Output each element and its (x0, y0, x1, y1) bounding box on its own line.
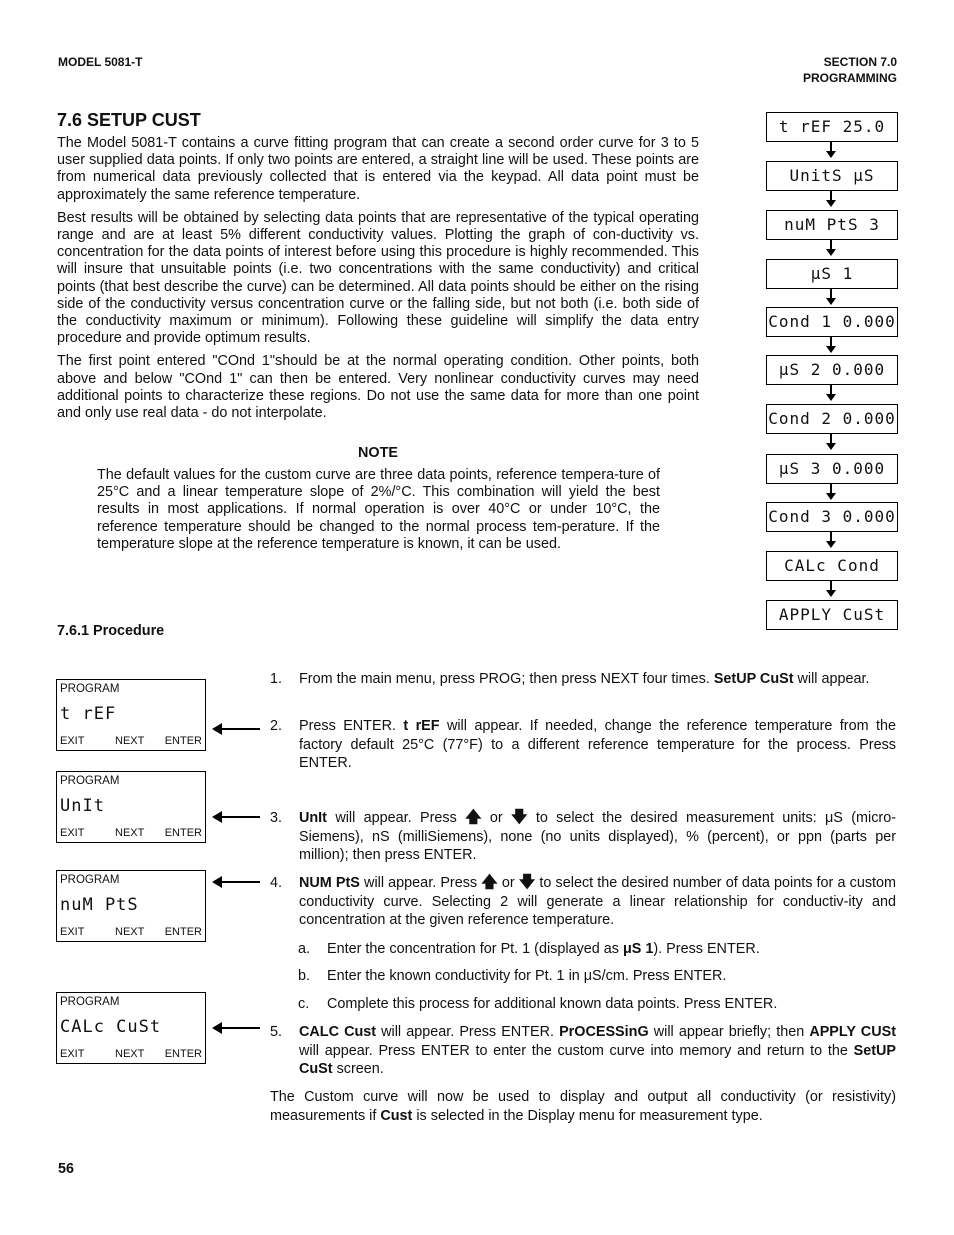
step-text: From the main menu, press PROG; then press NEXT four times. SetUP CuSt will appear. (299, 671, 870, 687)
header-model: MODEL 5081-T (58, 55, 143, 69)
step-4b (298, 967, 896, 986)
step-text: UnIt will appear. Press 🡅 or 🡇 to select the desired measurement units: μS (micro-Siemens), nS (milliSiemens), none (no units displayed), % (percent), or ppn (parts per million); then press ENTER. (299, 809, 896, 863)
down-arrow-icon: 🡇 (518, 874, 536, 891)
program-display-num-pts (56, 870, 206, 942)
up-arrow-icon: 🡅 (465, 809, 482, 826)
step-number: b. (298, 968, 311, 984)
paragraph-2: Best results will be obtained by selecting data points that are representative of the typical operating range and are at least 5% different conductivity values. Plotting the graph of con-ductivity vs. concentration for the data points of interest before using this procedure is highly recommended. This will insure that unsuitable points (i.e. two concentrations with the same conductivity) and critical points (that best describe the curve) can be determined. All data points should be either on the rising side of the conductivity versus concentration curve or the falling side, but not both (i.e. both side of the conductivity maximum or minimum). Following these guideline will simplify the data entry procedure and provide optimum results. (57, 209, 699, 347)
enter-key-label: ENTER (164, 735, 202, 747)
page-number: 56 (58, 1161, 75, 1177)
step-text: NUM PtS will appear. Press 🡅 or 🡇 to select the desired number of data points for a custom conductivity curve. Selecting 2 will generate a linear relationship for conductiv-ity and concentration at the given reference temperature. (299, 874, 897, 928)
flow-box-us3: μS 3 0.000 (766, 454, 898, 484)
step-text: Complete this process for additional known data points. Press ENTER. (327, 996, 778, 1012)
step-number: 2. (270, 718, 283, 734)
step-4a (298, 940, 896, 959)
next-key-label: NEXT (115, 827, 145, 839)
enter-key-label: ENTER (164, 1048, 202, 1060)
flow-box-units: UnitS μS (766, 161, 898, 191)
step-number: 4. (270, 875, 283, 891)
header-section-line2: PROGRAMMING (803, 71, 897, 85)
step-text: CALC Cust will appear. Press ENTER. PrOCESSinG will appear briefly; then APPLY CUSt will appear. Press ENTER to enter the custom curve into memory and return to the SetUP CuSt screen. (299, 1024, 896, 1077)
display-value: t rEF (60, 704, 117, 724)
intro-text (57, 135, 699, 428)
down-arrow-icon: 🡇 (511, 809, 528, 826)
flow-arrow (830, 337, 832, 351)
step-text: Enter the concentration for Pt. 1 (displayed as μS 1). Press ENTER. (327, 941, 760, 957)
note-text: The default values for the custom curve are three data points, reference tempera-ture of 25°C and a linear temperature slope of 2%/°C. This combination will yield the best results in most applications. If normal operation is over 40°C or under 10°C, the reference temperature should be changed to the normal process tem-perature. If the temperature slope at the reference temperature is known, it can be used. (97, 467, 660, 552)
flow-arrow (830, 434, 832, 448)
pointer-arrow (214, 881, 260, 883)
flow-arrow (830, 289, 832, 303)
step-2 (270, 717, 896, 773)
enter-key-label: ENTER (164, 827, 202, 839)
flow-box-apply-cust: APPLY CuSt (766, 600, 898, 630)
exit-key-label: EXIT (60, 1048, 85, 1060)
note-title: NOTE (358, 445, 398, 461)
flow-arrow (830, 385, 832, 399)
paragraph-1: The Model 5081-T contains a curve fitting program that can create a second order curve for 3 to 5 user supplied data points. If only two points are entered, a straight line will be used. These points are from numerical data previously collected that is entered via the keypad. All data point must be approximately the same reference temperature. (57, 135, 699, 203)
step-text: Press ENTER. t rEF will appear. If needed, change the reference temperature from the factory default 25°C (77°F) to a different reference temperature for the process. Press ENTER. (299, 718, 896, 771)
step-number: 5. (270, 1024, 283, 1040)
section-title: 7.6 SETUP CUST (57, 110, 201, 130)
flow-box-us1: μS 1 (766, 259, 898, 289)
display-value: nuM PtS (60, 895, 139, 915)
header-section (803, 54, 897, 86)
display-label: PROGRAM (60, 996, 120, 1008)
pointer-arrow (214, 1027, 260, 1029)
program-display-tref (56, 679, 206, 751)
pointer-arrow (214, 816, 260, 818)
flow-box-cond3: Cond 3 0.000 (766, 502, 898, 532)
display-label: PROGRAM (60, 683, 120, 695)
flow-arrow (830, 484, 832, 498)
flow-arrow (830, 142, 832, 156)
exit-key-label: EXIT (60, 827, 85, 839)
flow-box-calc-cond: CALc Cond (766, 551, 898, 581)
flow-arrow (830, 191, 832, 205)
next-key-label: NEXT (115, 926, 145, 938)
flow-box-cond1: Cond 1 0.000 (766, 307, 898, 337)
flow-arrow (830, 581, 832, 595)
step-number: 3. (270, 810, 283, 826)
paragraph-3: The first point entered "COnd 1"should be at the normal operating condition. Other points, both above and below "COnd 1" can then be entered. Very nonlinear conductivity curves may need additional points to characterize these regions. Do not use the same data for more than one point and only use real data - do not interpolate. (57, 353, 699, 422)
flow-box-us2: μS 2 0.000 (766, 355, 898, 385)
exit-key-label: EXIT (60, 735, 85, 747)
step-3 (270, 809, 896, 865)
flow-box-num-pts: nuM PtS 3 (766, 210, 898, 240)
next-key-label: NEXT (115, 735, 145, 747)
step-5 (270, 1023, 896, 1079)
step-number: c. (298, 996, 310, 1012)
procedure-title: 7.6.1 Procedure (57, 623, 165, 639)
step-1 (270, 670, 896, 689)
next-key-label: NEXT (115, 1048, 145, 1060)
step-4 (270, 874, 896, 930)
step-number: 1. (270, 671, 283, 687)
step-text: Enter the known conductivity for Pt. 1 in μS/cm. Press ENTER. (327, 968, 727, 984)
display-label: PROGRAM (60, 874, 120, 886)
flow-box-tref: t rEF 25.0 (766, 112, 898, 142)
pointer-arrow (214, 728, 260, 730)
flow-arrow (830, 240, 832, 254)
step-4c (298, 995, 896, 1014)
enter-key-label: ENTER (164, 926, 202, 938)
display-value: UnIt (60, 796, 105, 816)
closing-paragraph: The Custom curve will now be used to display and output all conductivity (or resistivity) measurements if Cust is selected in the Display menu for measurement type. (270, 1089, 896, 1124)
program-display-calc-cust (56, 992, 206, 1064)
program-display-unit (56, 771, 206, 843)
up-arrow-icon: 🡅 (481, 874, 498, 891)
header-section-line1: SECTION 7.0 (823, 55, 897, 69)
exit-key-label: EXIT (60, 926, 85, 938)
flow-arrow (830, 532, 832, 546)
step-number: a. (298, 941, 311, 957)
display-label: PROGRAM (60, 775, 120, 787)
flow-box-cond2: Cond 2 0.000 (766, 404, 898, 434)
display-value: CALc CuSt (60, 1017, 162, 1037)
